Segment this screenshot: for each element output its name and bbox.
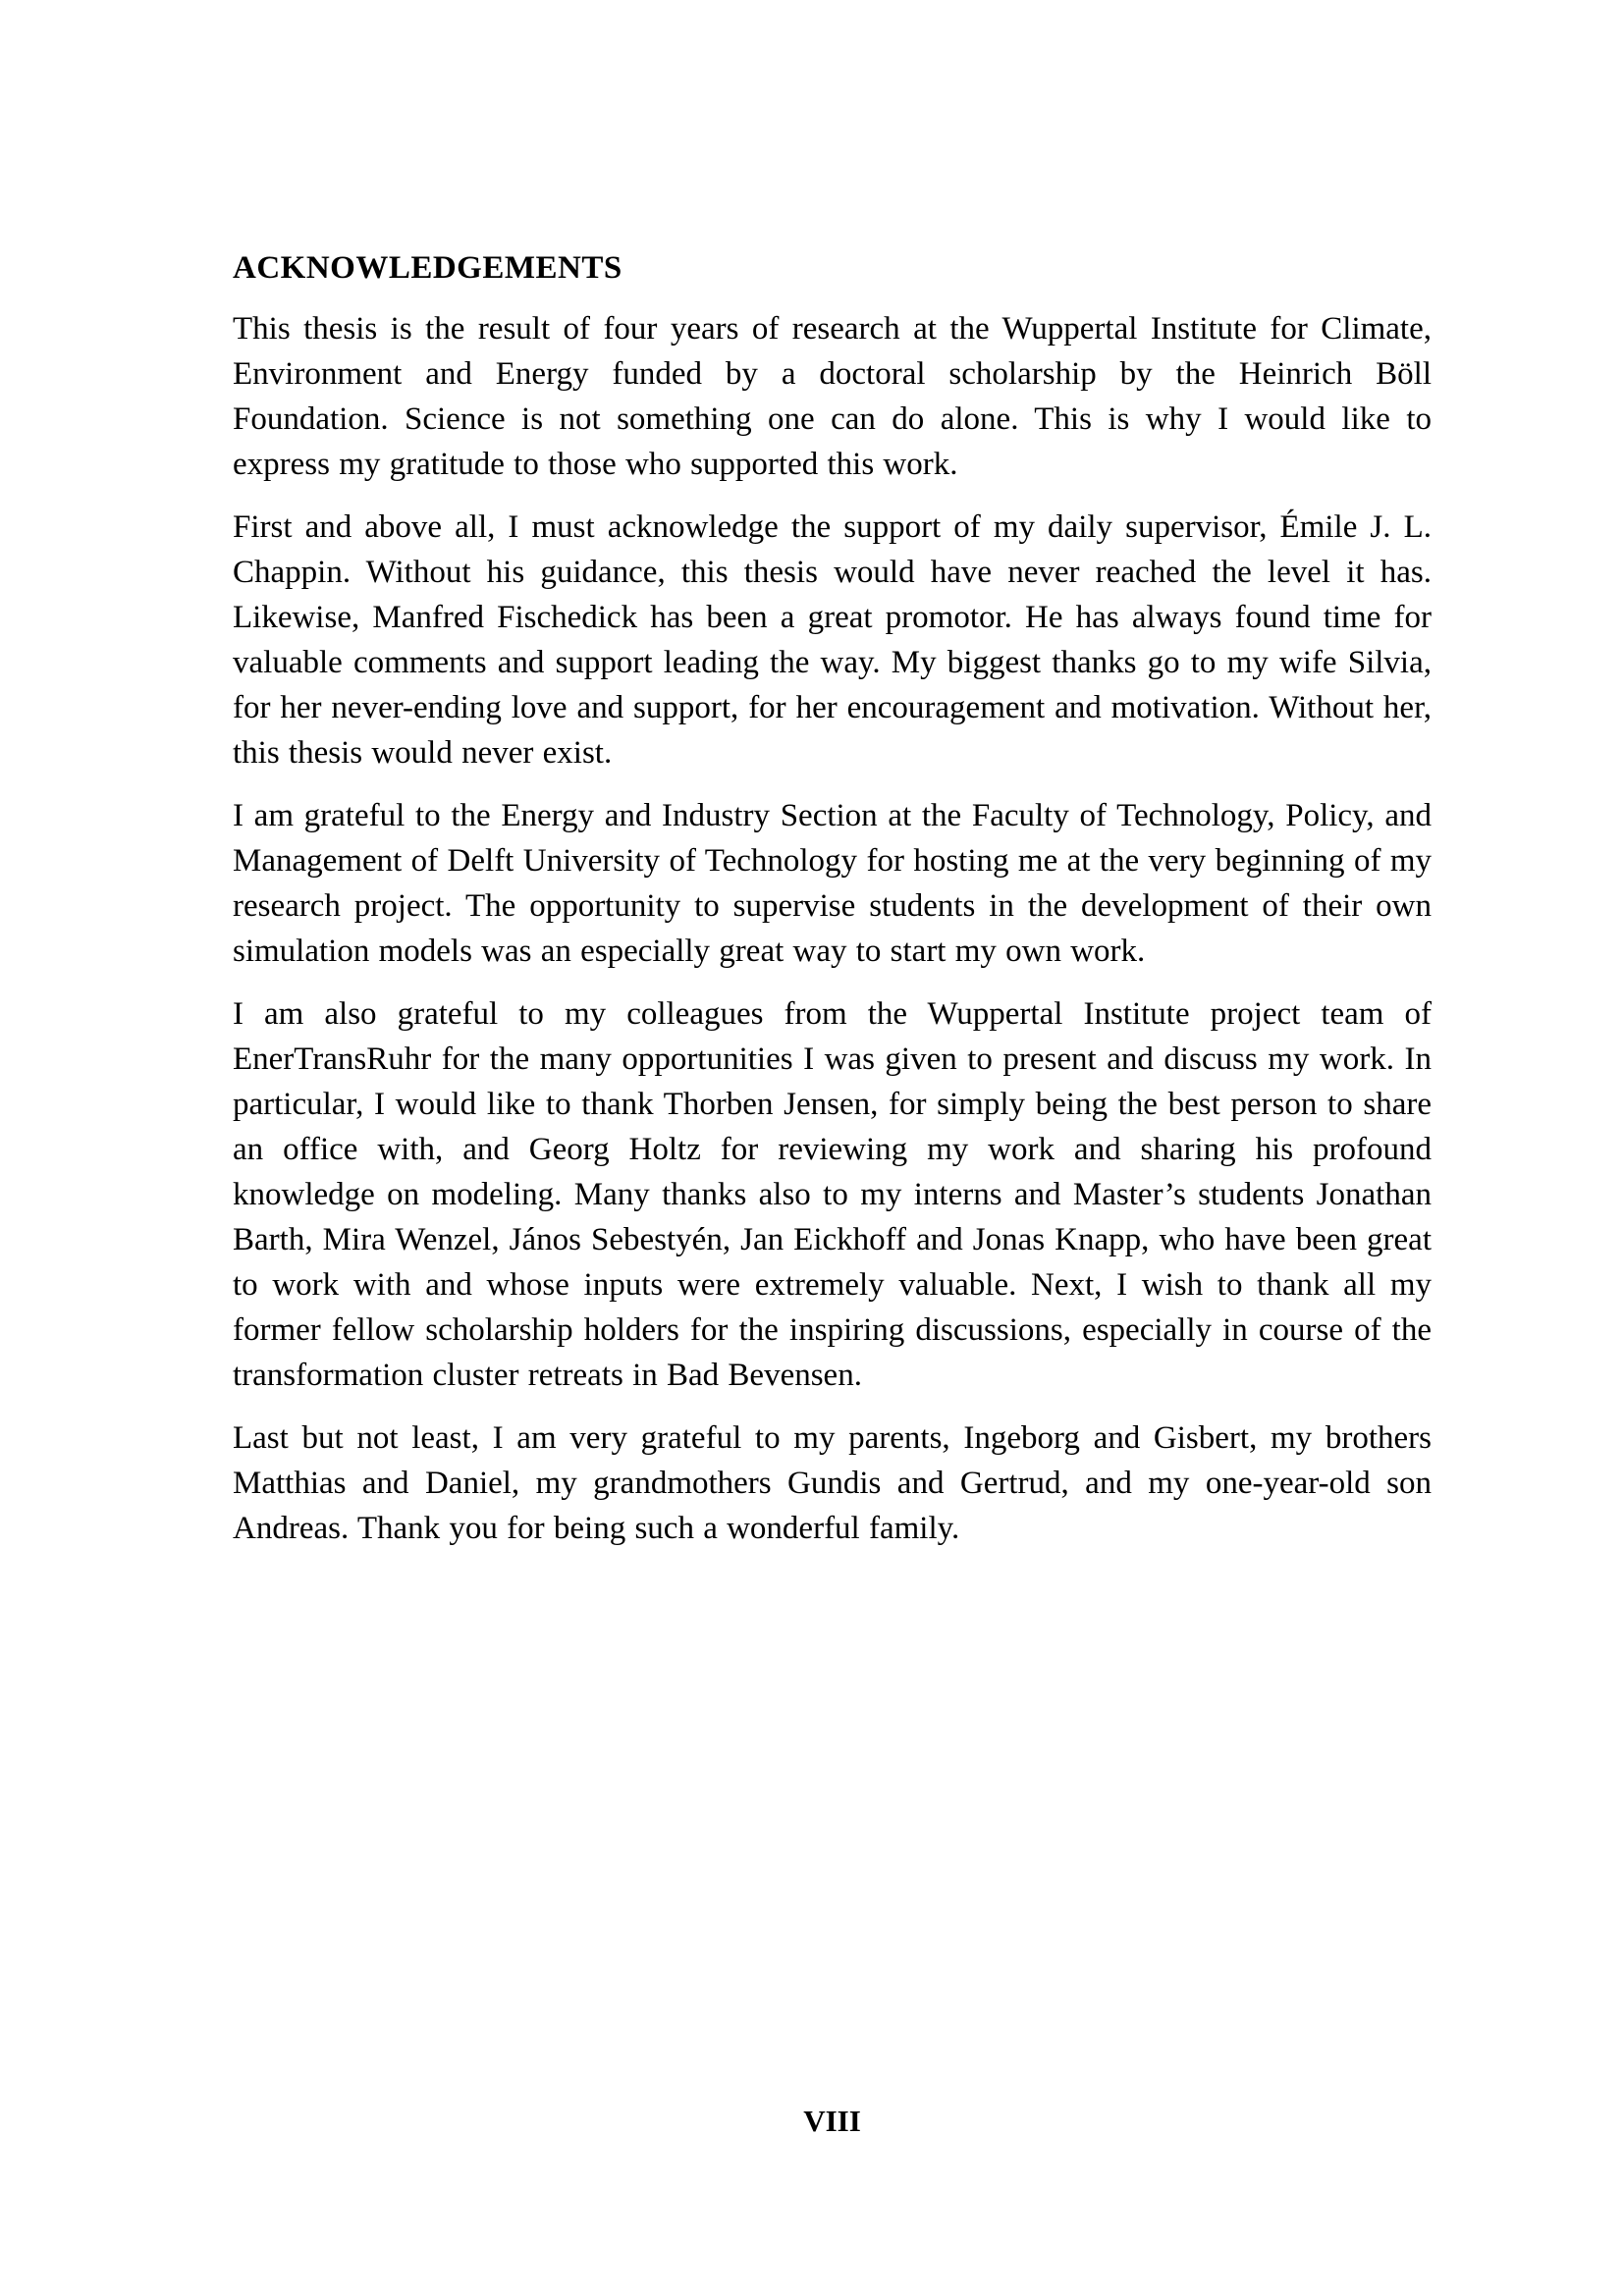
paragraph-family: Last but not least, I am very grateful to my parents, Ingeborg and Gisbert, my brothers Matthias and Daniel, my grandmothers Gundis and Gertrud, and my one-year-old son Andreas. Thank you for being such a wonderful family. xyxy=(233,1420,1432,1546)
paragraph-supervisors: First and above all, I must acknowledge the support of my daily supervisor, Émile J. L. Chappin. Without his guidance, this thesis would have never reached the level it has. Likewise, Manfred Fischedick has been a great promotor. He has always found time for valuable comments and support leading the way. My biggest thanks go to my wife Silvia, for her never-ending love and support, for her encouragement and motivation. Without her, this thesis would never exist. xyxy=(233,509,1432,771)
paragraph-colleagues: I am also grateful to my colleagues from the Wuppertal Institute project team of EnerTransRuhr for the many opportunities I was given to present and discuss my work. In particular, I would like to thank Thorben Jensen, for simply being the best person to share an office with, and Georg Holtz for reviewing my work and sharing his profound knowledge on modeling. Many thanks also to my interns and Master’s students Jonathan Barth, Mira Wenzel, János Sebestyén, Jan Eickhoff and Jonas Knapp, who have been great to work with and whose inputs were extremely valuable. Next, I wish to thank all my former fellow scholarship holders for the inspiring discussions, especially in course of the transformation cluster retreats in Bad Bevensen. xyxy=(233,996,1432,1393)
paragraph-intro: This thesis is the result of four years of research at the Wuppertal Institute for Climate, Environment and Energy funded by a doctoral scholarship by the Heinrich Böll Foundation. Science is not something one can do alone. This is why I would like to express my gratitude to those who supported this work. xyxy=(233,311,1432,482)
text-column xyxy=(233,245,1432,1569)
section-heading: ACKNOWLEDGEMENTS xyxy=(233,250,622,286)
paragraph-delft: I am grateful to the Energy and Industry Section at the Faculty of Technology, Policy, and Management of Delft University of Technology for hosting me at the very beginning of my research project. The opportunity to supervise students in the development of their own simulation models was an especially great way to start my own work. xyxy=(233,798,1432,969)
page-number: VIII xyxy=(803,2104,861,2138)
